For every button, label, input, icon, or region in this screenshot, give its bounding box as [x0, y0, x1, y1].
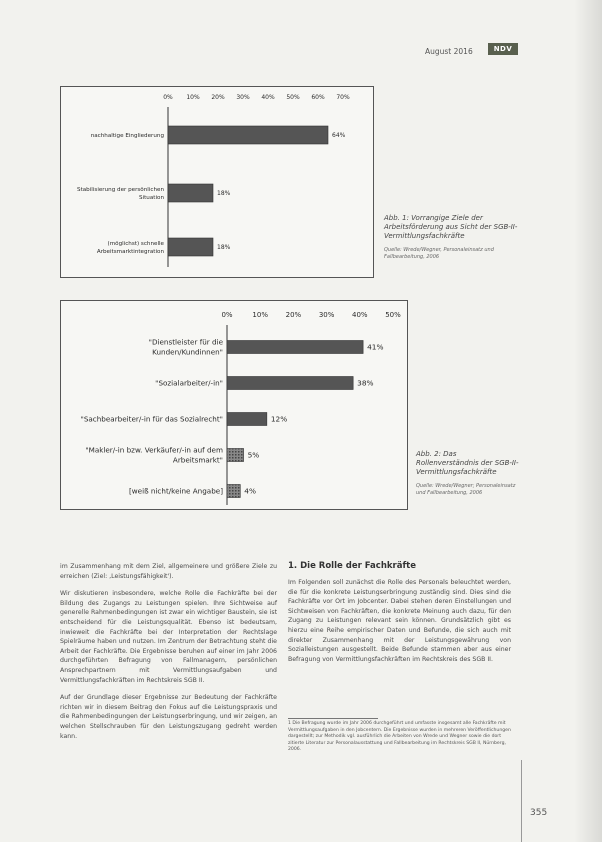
category-label: "Sachbearbeiter/-in für das Sozialrecht": [80, 414, 223, 424]
bar: [168, 184, 213, 202]
category-label: Arbeitsmarkt": [172, 455, 223, 465]
paragraph: Wir diskutieren insbesondere, welche Rolle die Fachkräfte bei der Bildung des Zugangs zu Leistungen spielen. Ihre Sichtweise auf generelle Rahmenbedingungen ist zwar ein wichtiger Baustein, sie ist entscheidend für die Leistungsqualität. Ebenso ist bedeutsam, inwieweit die Fachkräfte bei der Interpretation der Rechtslage Spielräume haben und nutzen. Im Zentrum der Betrachtung steht die Arbeit der Fachkräfte. Die Ergebnisse beruhen auf einer im Jahr 2006 durchgeführten Befragung von Fallmanagern, persönlichen Ansprechpartnern mit Vermittlungsaufgaben und Vermittlungsfachkräften im Rechtskreis SGB II.: [60, 590, 277, 684]
paragraph: im Zusammenhang mit dem Ziel, allgemeinere und größere Ziele zu erreichen (Ziel: ‚Leistungsfähigkeit').: [60, 563, 277, 580]
x-tick-label: 60%: [311, 94, 325, 101]
data-label: 64%: [332, 132, 346, 140]
caption-2: [416, 450, 520, 497]
category-label: [weiß nicht/keine Angabe]: [128, 486, 223, 496]
page-header-date: August 2016: [425, 47, 473, 56]
x-tick-label: 0%: [163, 94, 173, 101]
data-label: 38%: [357, 378, 374, 388]
bar: [227, 377, 353, 390]
footnote-rule: [288, 718, 378, 719]
x-tick-label: 50%: [286, 94, 300, 101]
bar: [227, 485, 240, 498]
x-tick-label: 50%: [385, 311, 401, 319]
bar: [227, 341, 363, 354]
footnote: 1 Die Befragung wurde im Jahr 2006 durchgeführt und umfasste insgesamt alle Fachkräfte mit Vermittlungsaufgaben in den Jobcentern. Die Ergebnisse wurden in mehreren Veröffentlichungen dargestellt; zur Methodik vgl. ausführlich die Arbeiten von Wrede und Wegner sowie die dort zitierte Literatur zur Personalausstattung und Fallbearbeitung im Rechtskreis SGB II, Nürnberg, 2006.: [288, 721, 511, 753]
category-label: "Sozialarbeiter/-in": [155, 378, 223, 388]
chart-2-frame: [60, 300, 408, 510]
category-label: Situation: [139, 194, 164, 201]
bar: [227, 449, 244, 462]
category-label: "Makler/-in bzw. Verkäufer/-in auf dem: [85, 445, 223, 455]
x-tick-label: 40%: [261, 94, 275, 101]
left-text-column: [60, 562, 277, 749]
category-label: (möglichst) schnelle: [107, 240, 164, 247]
data-label: 18%: [217, 190, 231, 198]
caption-1-source: Quelle: Wrede/Wegner, Personaleinsatz und Fallbearbeitung, 2006: [384, 247, 494, 260]
data-label: 5%: [247, 450, 260, 460]
data-label: 4%: [244, 486, 257, 496]
category-label: nachhaltige Eingliederung: [90, 132, 164, 139]
x-tick-label: 20%: [285, 311, 302, 319]
caption-2-source: Quelle: Wrede/Wegner; Personaleinsatz und Fallbearbeitung, 2006: [416, 483, 516, 496]
data-label: 18%: [217, 244, 231, 252]
data-label: 12%: [270, 414, 288, 424]
x-tick-label: 70%: [336, 94, 350, 101]
page-edge-shadow: [574, 0, 602, 842]
category-label: Arbeitsmarktintegration: [96, 248, 164, 255]
caption-1: [384, 214, 520, 261]
data-label: 41%: [367, 342, 384, 352]
section-heading: 1. Die Rolle der Fachkräfte: [288, 561, 416, 571]
category-label: Kunden/Kundinnen": [152, 347, 223, 357]
x-tick-label: 0%: [221, 311, 233, 319]
x-tick-label: 40%: [352, 311, 368, 319]
category-label: Stabilisierung der persönlichen: [77, 186, 164, 193]
right-text-column: [288, 578, 511, 672]
x-tick-label: 10%: [252, 311, 268, 319]
x-tick-label: 10%: [186, 94, 200, 101]
page-number: 355: [530, 808, 548, 818]
paragraph: Auf der Grundlage dieser Ergebnisse zur Bedeutung der Fachkräfte richten wir in diesem Beitrag den Fokus auf die Leistungspraxis und die Rahmenbedingungen der Leistungserbringung, und wir zeigen, an welchen Stellschrauben für den Leistungszugang gedreht werden kann.: [60, 694, 277, 740]
page-number-rule: [521, 760, 522, 842]
caption-1-title: Abb. 1: Vorrangige Ziele der Arbeitsförderung aus Sicht der SGB-II-Vermittlungsfachkräfte: [384, 214, 518, 240]
bar: [227, 413, 267, 426]
chart-2: [61, 301, 407, 509]
bar: [168, 238, 213, 256]
journal-badge: NDV: [488, 43, 518, 55]
chart-1: [61, 87, 373, 277]
category-label: "Dienstleister für die: [148, 337, 223, 347]
x-tick-label: 30%: [236, 94, 250, 101]
x-tick-label: 30%: [318, 311, 335, 319]
bar: [168, 126, 328, 144]
x-tick-label: 20%: [211, 94, 225, 101]
caption-2-title: Abb. 2: Das Rollenverständnis der SGB-II-Vermittlungsfachkräfte: [416, 450, 519, 476]
chart-1-frame: [60, 86, 374, 278]
paragraph: Im Folgenden soll zunächst die Rolle des Personals beleuchtet werden, die für die konkrete Leistungserbringung zuständig sind. Dies sind die Fachkräfte vor Ort im Jobcenter. Dabei stehen deren Einstellungen und Sichtweisen von Fachkräften, die konkrete Meinung auch dazu, für den Zugang zu Leistungen relevant sein können. Grundsätzlich gibt es hierzu eine Reihe empirischer Daten und Befunde, die sich auch mit direkter Zusammenhang mit der Leistungsgewährung von Sozialleistungen ausgestellt. Beide Befunde stammen aber aus einer Befragung von Vermittlungsfachkräften im Rechtskreis des SGB II.: [288, 579, 511, 663]
